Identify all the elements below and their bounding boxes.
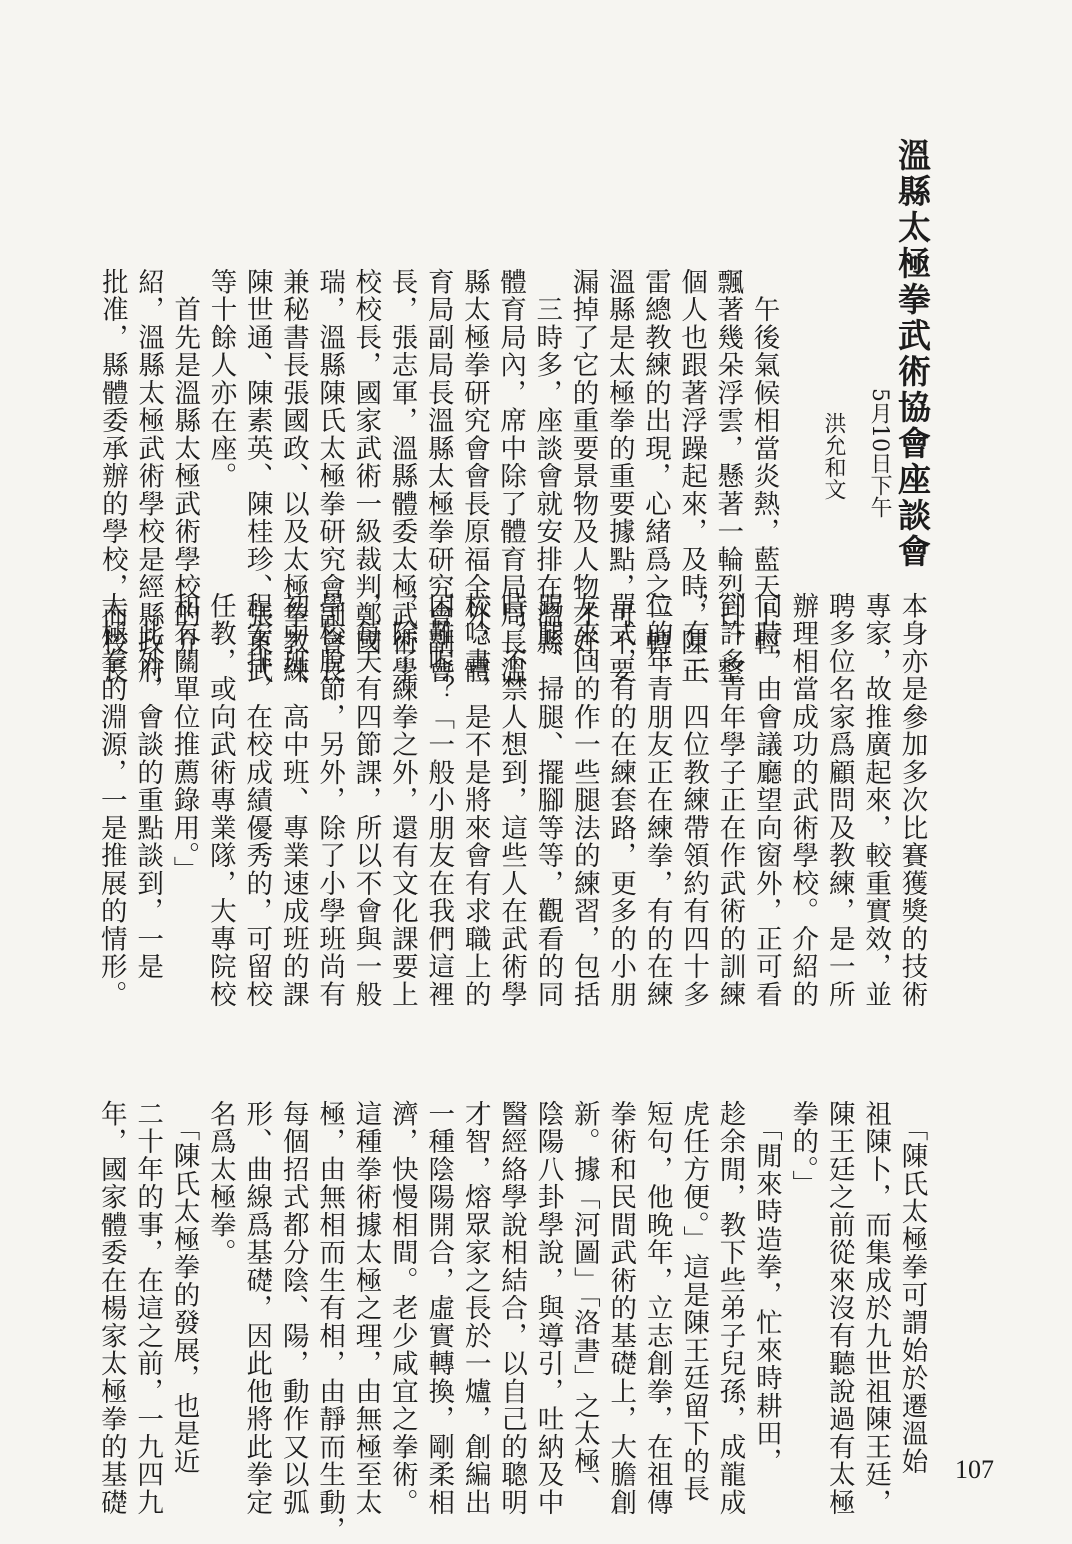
text-column: 友來回的作一些腿法的練習，包括 (568, 592, 600, 1009)
text-column: 陳世通、陳素英、陳桂珍、張東武 (241, 268, 273, 685)
text-column: 體育局內，席中除了體育局局長溫 (495, 268, 527, 685)
text-column: 祖陳卜，而集成於九世祖陳王廷， (860, 1100, 892, 1517)
text-column: 程安排，在校成績優秀的，可留校 (241, 592, 273, 1009)
text-column: 名爲太極拳。 (204, 1100, 236, 1267)
text-column: 到許多青年學子正在作武術的訓練 (714, 592, 746, 1009)
text-column: 單式，有的在練套路，更多的小朋 (605, 592, 637, 1009)
text-column: 校唸書，是不是將來會有求職上的 (459, 592, 491, 1009)
text-column: 長，張志軍，溫縣體委太極武術學 (386, 268, 418, 685)
text-column: 趁余閒，教下些弟子兒孫，成龍成 (714, 1100, 746, 1517)
text-column: 這種拳術據太極之理，由無極至太 (350, 1100, 382, 1517)
text-column: 任教，或向武術專業隊，大專院校 (204, 592, 236, 1009)
text-column: 本身亦是參加多次比賽獲獎的技術 (896, 592, 928, 1009)
text-column: 午後氣候相當炎熱，藍天上輕 (748, 268, 780, 657)
text-column: 溫縣是太極拳的重要據點，可不要 (603, 268, 635, 685)
text-column: 陳王廷之前從來沒有聽說過有太極 (823, 1100, 855, 1517)
text-column: 困難呢？「一般小朋友在我們這裡 (423, 592, 455, 1009)
text-column: 專家，故推廣起來，較重實效，並 (860, 592, 892, 1009)
text-column: 新。據「河圖」「洛書」之太極、 (568, 1100, 600, 1503)
text-column: 年，國家體委在楊家太極拳的基礎 (95, 1100, 127, 1517)
text-column: 極，由無相而生有相，由靜而生動， (314, 1100, 346, 1544)
text-column: 校校長，國家武術一級裁判鄭國 (350, 268, 382, 657)
text-column: ，除了練拳之外，還有文化課要上 (386, 592, 418, 1009)
text-column: 辦理相當成功的武術學校。介紹的 (787, 592, 819, 1009)
text-column: 時，不禁人想到，這些人在武術學 (496, 592, 528, 1009)
text-column: 和有關單位推薦錄用。」 (168, 592, 200, 884)
text-column: 首先是溫縣太極武術學校的介 (169, 268, 201, 657)
text-column: 虎任方便。」這是陳王廷留下的長 (678, 1100, 710, 1503)
text-column: 兼秘書長張國政、以及太極拳教練 (277, 268, 309, 685)
text-column: 短句，他晚年，立志創拳，在祖傳 (641, 1100, 673, 1517)
text-column: 縣太極拳研究會會長原福全外，體 (458, 268, 490, 685)
text-column: 「陳氏太極拳可謂始於遷溫始 (896, 1100, 928, 1476)
text-column: 漏掉了它的重要景物及人物才好。 (567, 268, 599, 685)
text-column: ，每天有四節課，所以不會與一般 (350, 592, 382, 1009)
article-date: 5月10日下午 (867, 388, 892, 518)
text-column: 瑞，溫縣陳氏太極拳研究會副會長 (314, 268, 346, 685)
article-title: 溫縣太極拳武術協會座談會 (893, 138, 932, 570)
text-column: 才智，熔眾家之長於一爐，創編出 (459, 1100, 491, 1517)
text-column: ，有三、四位教練帶領約有四十多 (678, 592, 710, 1009)
text-column: 一種陰陽開合，虛實轉換，剛柔相 (423, 1100, 455, 1517)
text-column: 濟，快慢相間。老少咸宜之拳術。 (386, 1100, 418, 1517)
text-column: 拳術和民間武術的基礎上，大膽創 (605, 1100, 637, 1517)
text-column: 形、曲線爲基礎，因此他將此拳定 (241, 1100, 273, 1517)
text-column: 同時，由會議廳望向窗外，正可看 (750, 592, 782, 1009)
text-column: 紹，溫縣太極武術學校是經縣政府 (133, 268, 165, 685)
text-column: 位的年青朋友正在練拳，有的在練 (641, 592, 673, 1009)
text-column: 每個招式都分陰、陽，動作又以弧 (277, 1100, 309, 1517)
text-column: 太極拳的淵源，一是推展的情形。 (95, 592, 127, 1009)
article-author: 洪允和文 (821, 412, 846, 500)
text-column: 個人也跟著浮躁起來，及時，陳正 (676, 268, 708, 685)
text-column: 批准，縣體委承辦的學校，而校長 (96, 268, 128, 685)
text-column: 「陳氏太極拳的發展，也是近 (168, 1100, 200, 1476)
text-column: 學校脫節，另外，除了小學班尚有 (314, 592, 346, 1009)
text-column: 二十年的事，在這之前，一九四九 (132, 1100, 164, 1517)
text-column: 陰陽八卦學說，與導引，吐納及中 (532, 1100, 564, 1517)
text-column: 雷總教練的出現，心緒爲之一轉， (639, 268, 671, 685)
text-column: 育局副局長溫縣太極拳研究會副會 (422, 268, 454, 685)
text-column: 踢腿、掃腿、擺腳等等，觀看的同 (532, 592, 564, 1009)
page-number: 107 (955, 1455, 994, 1484)
text-column: 聘多位名家爲顧問及教練，是一所 (823, 592, 855, 1009)
text-column: 初中班、高中班、專業速成班的課 (277, 592, 309, 1009)
text-column: 醫經絡學說相結合，以自己的聰明 (496, 1100, 528, 1517)
text-column: 此外，會談的重點談到，一是 (132, 592, 164, 981)
text-column: 拳的。」 (787, 1100, 819, 1198)
text-column: 「閒來時造拳，忙來時耕田， (750, 1100, 782, 1476)
text-column: 三時多，座談會就安排在溫縣 (531, 268, 563, 657)
text-column: 飄著幾朵浮雲，懸著一輪烈日，整 (712, 268, 744, 685)
text-column: 等十餘人亦在座。 (205, 268, 237, 490)
